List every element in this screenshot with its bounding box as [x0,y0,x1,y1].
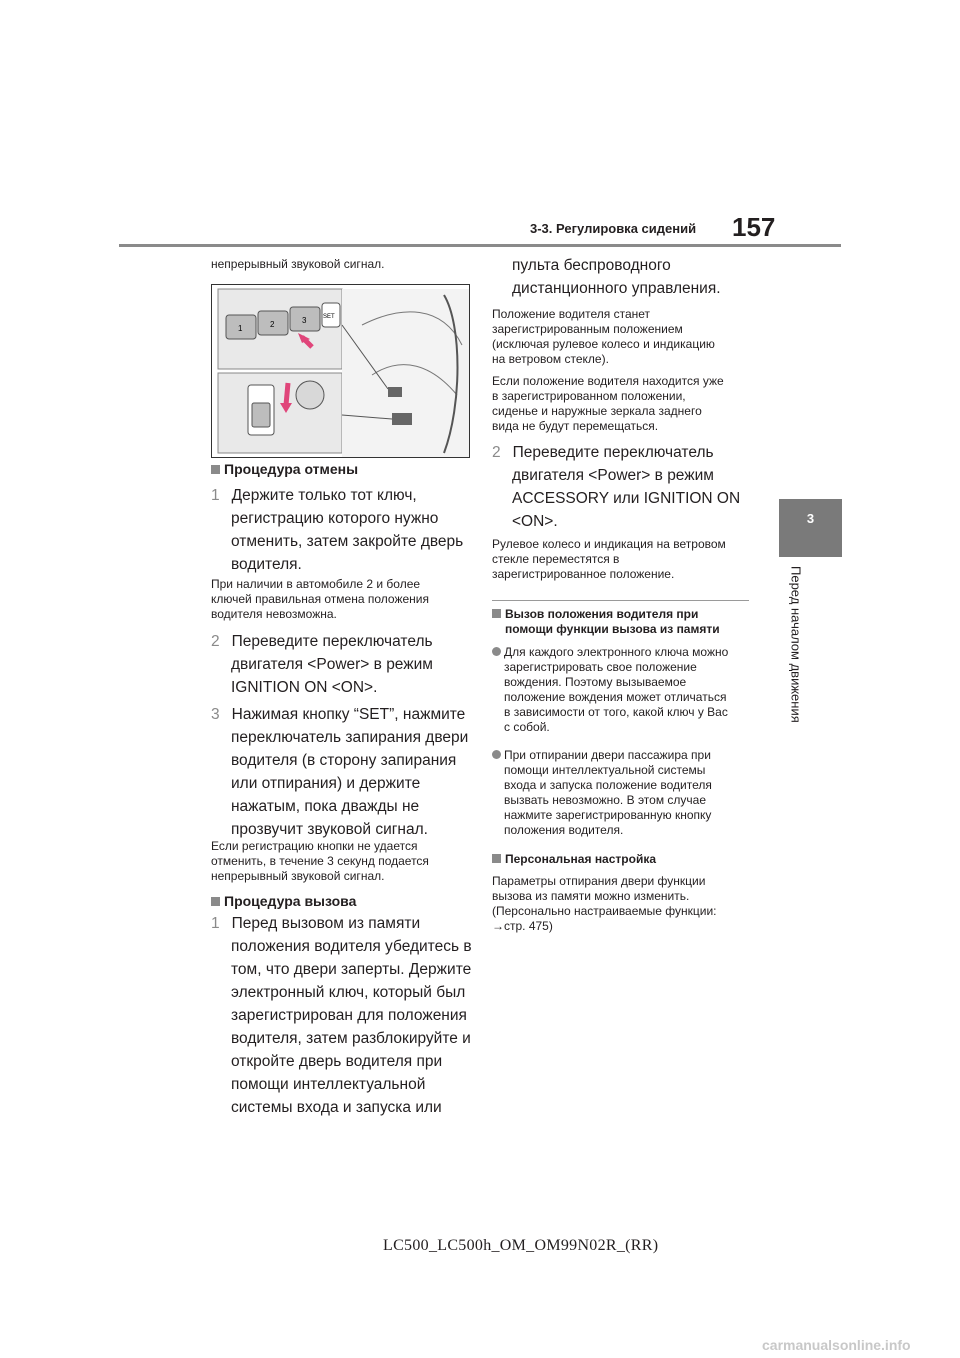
round-bullet-icon [492,647,501,656]
round-bullet-icon [492,750,501,759]
note-already-registered: Если положение водителя находится уже в зарегистрированном положении, сиденье и наружные зеркала заднего вида не будут перемещаться. [492,374,724,433]
cancel-step-2: 2 Переведите переключатель двигателя <Power> в режим IGNITION ON <ON>. [211,633,433,696]
note-steering-moves: Рулевое колесо и индикация на ветровом стекле переместятся в зарегистрированное положение. [492,537,726,581]
header-rule [119,244,841,247]
button-2-label: 2 [270,320,275,329]
watermark: carmanualsonline.info [762,1337,911,1353]
note-cancel-fail: Если регистрацию кнопки не удается отменить, в течение 3 секунд подается непрерывный звуковой сигнал. [211,839,429,883]
personal-settings-text: Параметры отпирания двери функции вызова из памяти можно изменить. (Персонально настраиваемые функции: →стр. 475) [492,874,717,933]
square-bullet-icon [492,854,501,863]
footer-doc-code: LC500_LC500h_OM_OM99N02R_(RR) [383,1237,659,1254]
cancel-heading: Процедура отмены [211,461,358,477]
cancel-step-3: 3 Нажимая кнопку “SET”, нажмите переключатель запирания двери водителя (в сторону запирания или отпирания) и держите нажатым, пока дважды не прозвучит звуковой сигнал. [211,706,469,838]
memory-recall-heading: Вызов положения водителя при помощи функции вызова из памяти [492,607,720,637]
set-button-label: SET [323,314,335,320]
memory-buttons-illustration [211,284,470,458]
square-bullet-icon [492,609,501,618]
bullet-each-key: Для каждого электронного ключа можно зарегистрировать свое положение вождения. Поэтому вызываемое положение вождения может отличаться в зависимости от того, какой ключ у Вас с собой. [492,645,728,735]
note-multiple-keys: При наличии в автомобиле 2 и более ключей правильная отмена положения водителя невозможна. [211,577,429,621]
cancel-step-1: 1 Держите только тот ключ, регистрацию которого нужно отменить, затем закройте дверь водителя. [211,487,464,573]
button-1-label: 1 [238,324,243,333]
page-number: 157 [732,212,776,242]
bullet-passenger-door: При отпирании двери пассажира при помощи интеллектуальной системы входа и запуска положение водителя вызвать невозможно. В этом случае нажмите зарегистрированную кнопку положения водителя. [492,748,712,838]
recall-step-2: 2 Переведите переключатель двигателя <Power> в режим ACCESSORY или IGNITION ON <ON>. [492,444,741,530]
chapter-label: Перед началом движения [788,566,804,723]
chapter-tab: 3 [779,499,842,557]
section-title: 3-3. Регулировка сидений [530,221,697,236]
section-divider [492,600,749,601]
square-bullet-icon [211,465,220,474]
recall-heading: Процедура вызова [211,893,356,909]
button-3-label: 3 [302,316,307,325]
note-registered-position: Положение водителя станет зарегистрированным положением (исключая рулевое колесо и индикацию на ветровом стекле). [492,307,715,366]
square-bullet-icon [211,897,220,906]
recall-step-1-continued: пульта беспроводного дистанционного управления. [512,257,721,297]
personal-settings-heading: Персональная настройка [492,852,656,867]
recall-step-1: 1 Перед вызовом из памяти положения водителя убедитесь в том, что двери заперты. Держите электронный ключ, который был зарегистрирован для положения водителя, затем разблокируйте и откройте дверь водителя при помощи интеллектуальной системы входа и запуска или [211,915,472,1116]
intro-text: непрерывный звуковой сигнал. [211,257,385,271]
